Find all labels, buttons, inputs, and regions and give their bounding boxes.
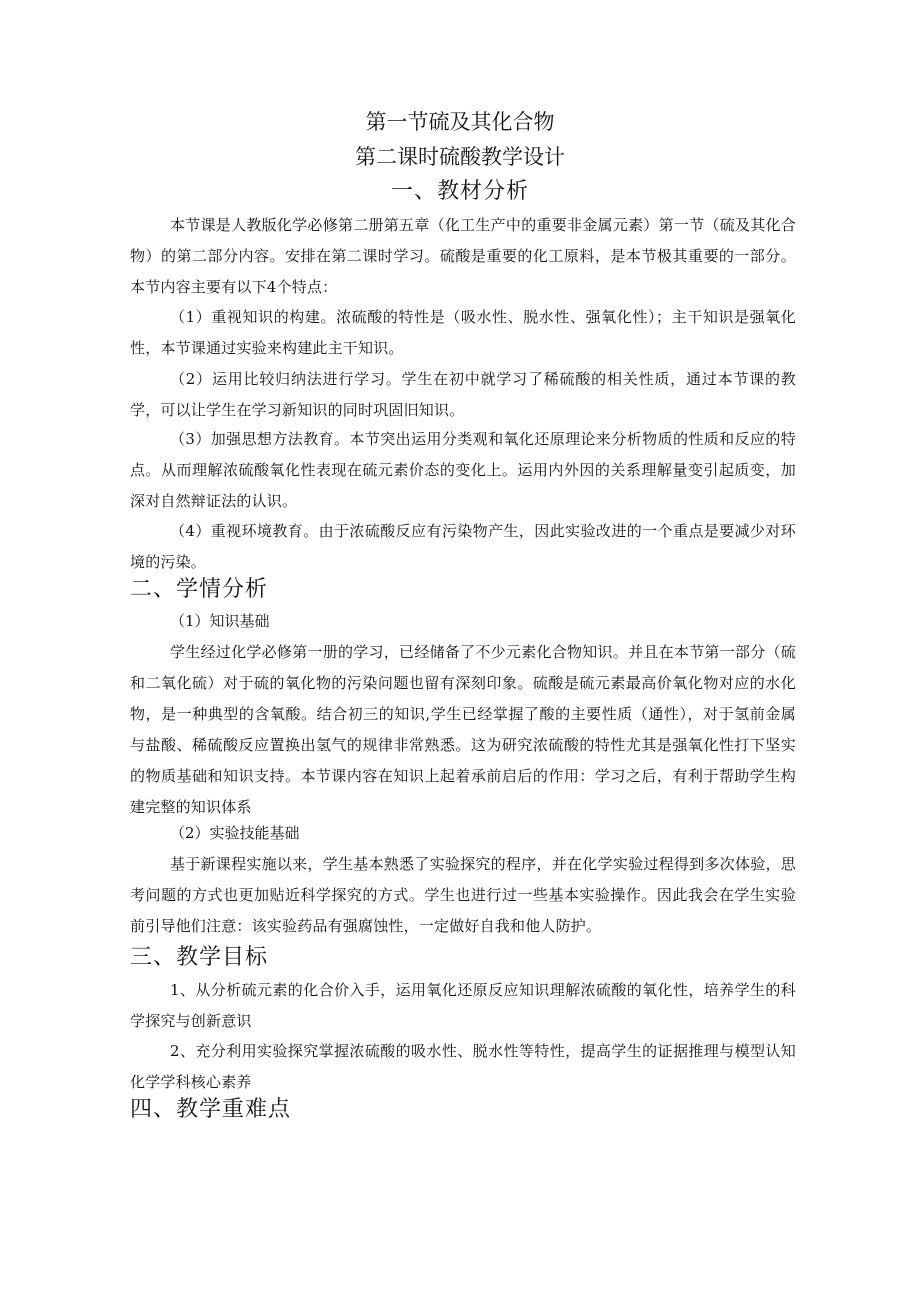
paragraph-goal-2: 2、充分利用实验探究掌握浓硫酸的吸水性、脱水性等特性，提高学生的证据推理与模型认知化学学科核心素养 — [130, 1042, 796, 1091]
document-subtitle: 第二课时硫酸教学设计 — [355, 145, 565, 169]
subheading-experiment-skills: （2）实验技能基础 — [170, 824, 300, 842]
paragraph-point-2: （2）运用比较归纳法进行学习。学生在初中就学习了稀硫酸的相关性质，通过本节课的教学，可以让学生在学习新知识的同时巩固旧知识。 — [130, 370, 796, 419]
paragraph-textbook-intro: 本节课是人教版化学必修第二册第五章（化工生产中的重要非金属元素）第一节（硫及其化合物）的第二部分内容。安排在第二课时学习。硫酸是重要的化工原料，是本节极其重要的一部分。本节内容主要有以下4个特点： — [130, 216, 796, 296]
section-heading-textbook-analysis: 一、教材分析 — [390, 179, 529, 204]
subheading-knowledge-basis: （1）知识基础 — [170, 612, 270, 630]
paragraph-point-1: （1）重视知识的构建。浓硫酸的特性是（吸水性、脱水性、强氧化性）；主干知识是强氧化性，本节课通过实验来构建此主干知识。 — [130, 308, 796, 357]
section-heading-student-analysis: 二、学情分析 — [130, 577, 269, 602]
paragraph-point-3: （3）加强思想方法教育。本节突出运用分类观和氧化还原理论来分析物质的性质和反应的特点。从而理解浓硫酸氧化性表现在硫元素价态的变化上。运用内外因的关系理解量变引起质变，加深对自然辩证法的认识。 — [130, 430, 796, 510]
paragraph-experiment-skills: 基于新课程实施以来，学生基本熟悉了实验探究的程序，并在化学实验过程得到多次体验，思考问题的方式也更加贴近科学探究的方式。学生也进行过一些基本实验操作。因此我会在学生实验前引导他们注意：该实验药品有强腐蚀性，一定做好自我和他人防护。 — [130, 855, 796, 935]
document-title: 第一节硫及其化合物 — [365, 110, 555, 134]
paragraph-goal-1: 1、从分析硫元素的化合价入手，运用氧化还原反应知识理解浓硫酸的氧化性，培养学生的科学探究与创新意识 — [130, 981, 796, 1030]
paragraph-knowledge-basis: 学生经过化学必修第一册的学习，已经储备了不少元素化合物知识。并且在本节第一部分（硫和二氧化硫）对于硫的氧化物的污染问题也留有深刻印象。硫酸是硫元素最高价氧化物对应的水化物，是一种典型的含氧酸。结合初三的知识,学生已经掌握了酸的主要性质（通性），对于氢前金属与盐酸、稀硫酸反应置换出氢气的规律非常熟悉。这为研究浓硫酸的特性尤其是强氧化性打下坚实的物质基础和知识支持。本节课内容在知识上起着承前启后的作用：学习之后，有利于帮助学生构建完整的知识体系 — [130, 643, 796, 816]
section-heading-teaching-goals: 三、教学目标 — [130, 945, 269, 970]
paragraph-point-4: （4）重视环境教育。由于浓硫酸反应有污染物产生，因此实验改进的一个重点是要减少对环境的污染。 — [130, 522, 796, 571]
section-heading-key-difficulties: 四、教学重难点 — [130, 1097, 292, 1122]
